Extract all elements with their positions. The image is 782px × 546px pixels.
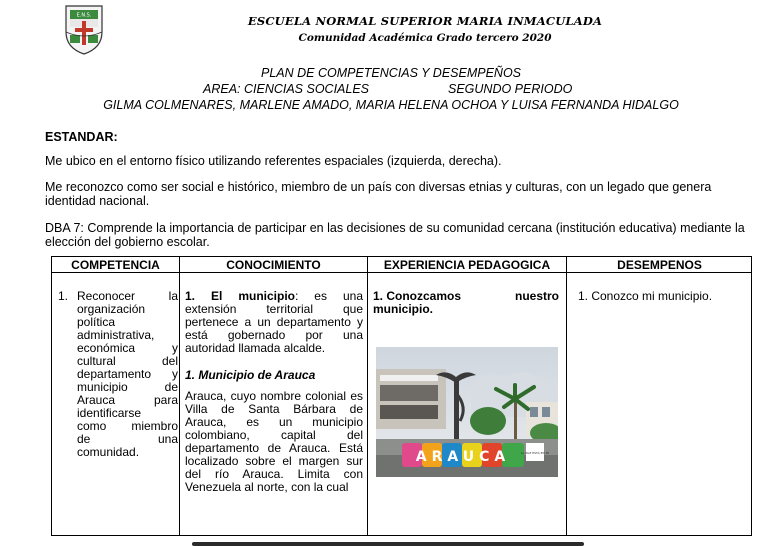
period-label: SEGUNDO PERIODO — [448, 82, 573, 96]
competencia-number: 1. — [58, 289, 69, 303]
experiencia-title-end: municipio. — [373, 302, 433, 316]
photo-sign-subtext: LA PAZ ESTÁ EN MÍ — [520, 451, 550, 455]
plan-title: PLAN DE COMPETENCIAS Y DESEMPEÑOS — [260, 66, 522, 80]
photo-sign-text: ARAUCA — [415, 449, 511, 465]
competencia-line: como miembro — [77, 419, 178, 433]
header-competencia: COMPETENCIA — [71, 258, 160, 272]
competencia-line: económica y — [77, 341, 178, 355]
school-name: ESCUELA NORMAL SUPERIOR MARIA INMACULADA — [247, 14, 603, 28]
competencia-line: departamento y — [77, 367, 178, 381]
competencia-line: política — [77, 315, 116, 329]
desempenos-cell: 1. Conozco mi municipio. — [578, 289, 713, 303]
dba-paragraph: DBA 7: Comprende la importancia de participar en las decisiones de su comunidad cercana (institución educativa) mediante la elección del gobierno escolar. — [45, 221, 745, 249]
competencia-line: comunidad. — [77, 445, 140, 459]
table-header-divider — [52, 272, 751, 273]
municipio-label: 1. El municipio — [185, 289, 295, 303]
teachers-line: GILMA COLMENARES, MARLENE AMADO, MARIA HELENA OCHOA Y LUISA FERNANDA HIDALGO — [103, 98, 679, 112]
arauca-sign-photo — [376, 347, 558, 477]
competency-table — [51, 256, 752, 536]
header-desempenos: DESEMPENOS — [617, 258, 702, 272]
table-divider — [179, 257, 180, 535]
experiencia-cell — [373, 290, 559, 316]
conocimiento-cell — [185, 290, 363, 502]
estandar-paragraph-1: Me ubico en el entorno físico utilizando referentes espaciales (izquierda, derecha). — [45, 154, 502, 168]
experiencia-title-right: nuestro — [514, 289, 559, 303]
competencia-line: administrativa, — [77, 328, 155, 342]
competencia-line: Reconocer la — [77, 289, 178, 303]
school-subtitle: Comunidad Académica Grado tercero 2020 — [298, 32, 552, 44]
competencia-line: cultural del — [77, 354, 178, 368]
header-experiencia: EXPERIENCIA PEDAGOGICA — [383, 258, 551, 272]
competencia-line: de una — [77, 432, 178, 446]
svg-text:E.N.S.: E.N.S. — [76, 12, 92, 19]
experiencia-title-left: 1. Conozcamos — [373, 289, 462, 303]
competencia-line: Arauca para — [77, 393, 178, 407]
competencia-line: organización — [77, 302, 146, 316]
estandar-heading: ESTANDAR: — [45, 130, 118, 144]
school-crest-logo — [62, 2, 106, 56]
arauca-subheading: 1. Municipio de Arauca — [185, 368, 316, 382]
competencia-line: municipio de — [77, 380, 178, 394]
header-conocimiento: CONOCIMIENTO — [226, 258, 321, 272]
table-divider — [566, 257, 567, 535]
arauca-paragraph: Arauca, cuyo nombre colonial es Villa de Santa Bárbara de Arauca, es un municipio colombiano, capital del departamento de Arauca. Está localizado sobre el margen sur del río Arauca. Limita con Venezuela al norte, con la cual — [185, 389, 363, 494]
municipio-text: : es una extensión territorial que pertenece a un departamento y está gobernado por una autoridad llamada alcalde. — [185, 289, 363, 355]
estandar-paragraph-2: Me reconozco como ser social e histórico, miembro de un país con diversas etnias y culturas, con un legado que genera identidad nacional. — [45, 180, 712, 208]
area-label: AREA: CIENCIAS SOCIALES — [203, 82, 370, 96]
table-divider — [367, 257, 368, 535]
municipio-definition — [185, 290, 363, 355]
scroll-indicator[interactable] — [192, 542, 584, 546]
competencia-line: identificarse — [77, 406, 142, 420]
competencia-text — [77, 290, 178, 459]
